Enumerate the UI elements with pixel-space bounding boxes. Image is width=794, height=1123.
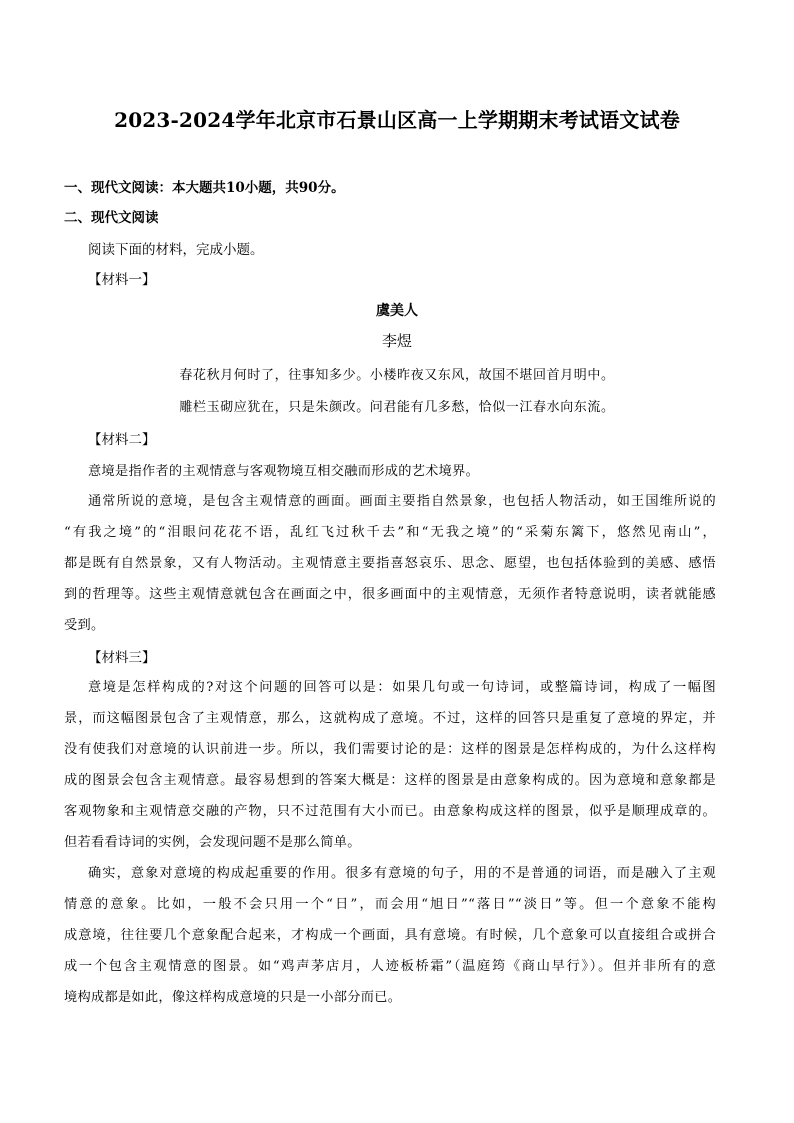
- section-heading-1: 一、现代文阅读：本大题共10小题，共90分。: [64, 180, 345, 196]
- material-3-line: 没有使我们对意境的认识前进一步。所以，我们需要讨论的是：这样的图景是怎样构成的，为什么这样构: [64, 742, 716, 757]
- material-2-line: 通常所说的意境，是包含主观情意的画面。画面主要指自然景象，也包括人物活动，如王国维所说的: [88, 494, 716, 509]
- material-3-line: 意境是怎样构成的?对这个问题的回答可以是：如果几句或一句诗词，或整篇诗词，构成了一幅图: [88, 680, 716, 695]
- material-2-line: “有我之境”的“泪眼问花花不语，乱红飞过秋千去”和“无我之境”的“采菊东篱下，悠然见南山”，: [64, 525, 716, 540]
- material-3-label: 【材料三】: [88, 650, 156, 666]
- material-1-label: 【材料一】: [88, 272, 156, 288]
- poem-line: 春花秋月何时了，往事知多少。小楼昨夜又东风，故国不堪回首月明中。: [179, 368, 615, 383]
- material-3-line: 情意的意象。比如，一般不会只用一个“日”，而会用“旭日”“落日”“淡日”等。但一个意象不能构: [64, 897, 716, 912]
- material-3-line: 但若看看诗词的实例，会发现问题不是那么简单。: [64, 835, 361, 850]
- poem-title: 虞美人: [376, 303, 418, 319]
- poem-line: 雕栏玉砌应犹在，只是朱颜改。问君能有几多愁，恰似一江春水向东流。: [179, 400, 615, 415]
- material-3-line: 成的图景会包含主观情意。最容易想到的答案大概是：这样的图景是由意象构成的。因为意境和意象都是: [64, 773, 716, 788]
- material-2-line: 到的哲理等。这些主观情意就包含在画面之中，很多画面中的主观情意，无须作者特意说明，读者就能感: [64, 587, 716, 602]
- material-2-label: 【材料二】: [88, 432, 156, 448]
- material-3-line: 景，而这幅图景包含了主观情意，那么，这就构成了意境。不过，这样的回答只是重复了意境的界定，并: [64, 711, 716, 726]
- material-2-line: 受到。: [64, 618, 105, 633]
- material-3-line: 客观物象和主观情意交融的产物，只不过范围有大小而已。由意象构成这样的图景，似乎是顺理成章的。: [64, 804, 716, 819]
- material-3-line: 成一个包含主观情意的图景。如“鸡声茅店月，人迹板桥霜”（温庭筠《商山早行》）。但并非所有的意: [64, 959, 716, 974]
- exam-title: 2023-2024学年北京市石景山区高一上学期期末考试语文试卷: [114, 108, 680, 132]
- material-3-line: 成意境，往往要几个意象配合起来，才构成一个画面，具有意境。有时候，几个意象可以直接组合或拼合: [64, 928, 716, 943]
- material-3-line: 境构成都是如此，像这样构成意境的只是一小部分而已。: [64, 990, 402, 1005]
- instruction-text: 阅读下面的材料，完成小题。: [88, 242, 264, 258]
- material-2-line: 意境是指作者的主观情意与客观物境互相交融而形成的艺术境界。: [88, 464, 480, 479]
- section-heading-2: 二、现代文阅读: [64, 210, 159, 226]
- poem-author: 李煜: [381, 332, 412, 350]
- material-3-line: 确实，意象对意境的构成起重要的作用。很多有意境的句子，用的不是普通的词语，而是融入了主观: [88, 866, 716, 881]
- material-2-line: 都是既有自然景象，又有人物活动。主观情意主要指喜怒哀乐、思念、愿望，也包括体验到的美感、感悟: [64, 556, 716, 571]
